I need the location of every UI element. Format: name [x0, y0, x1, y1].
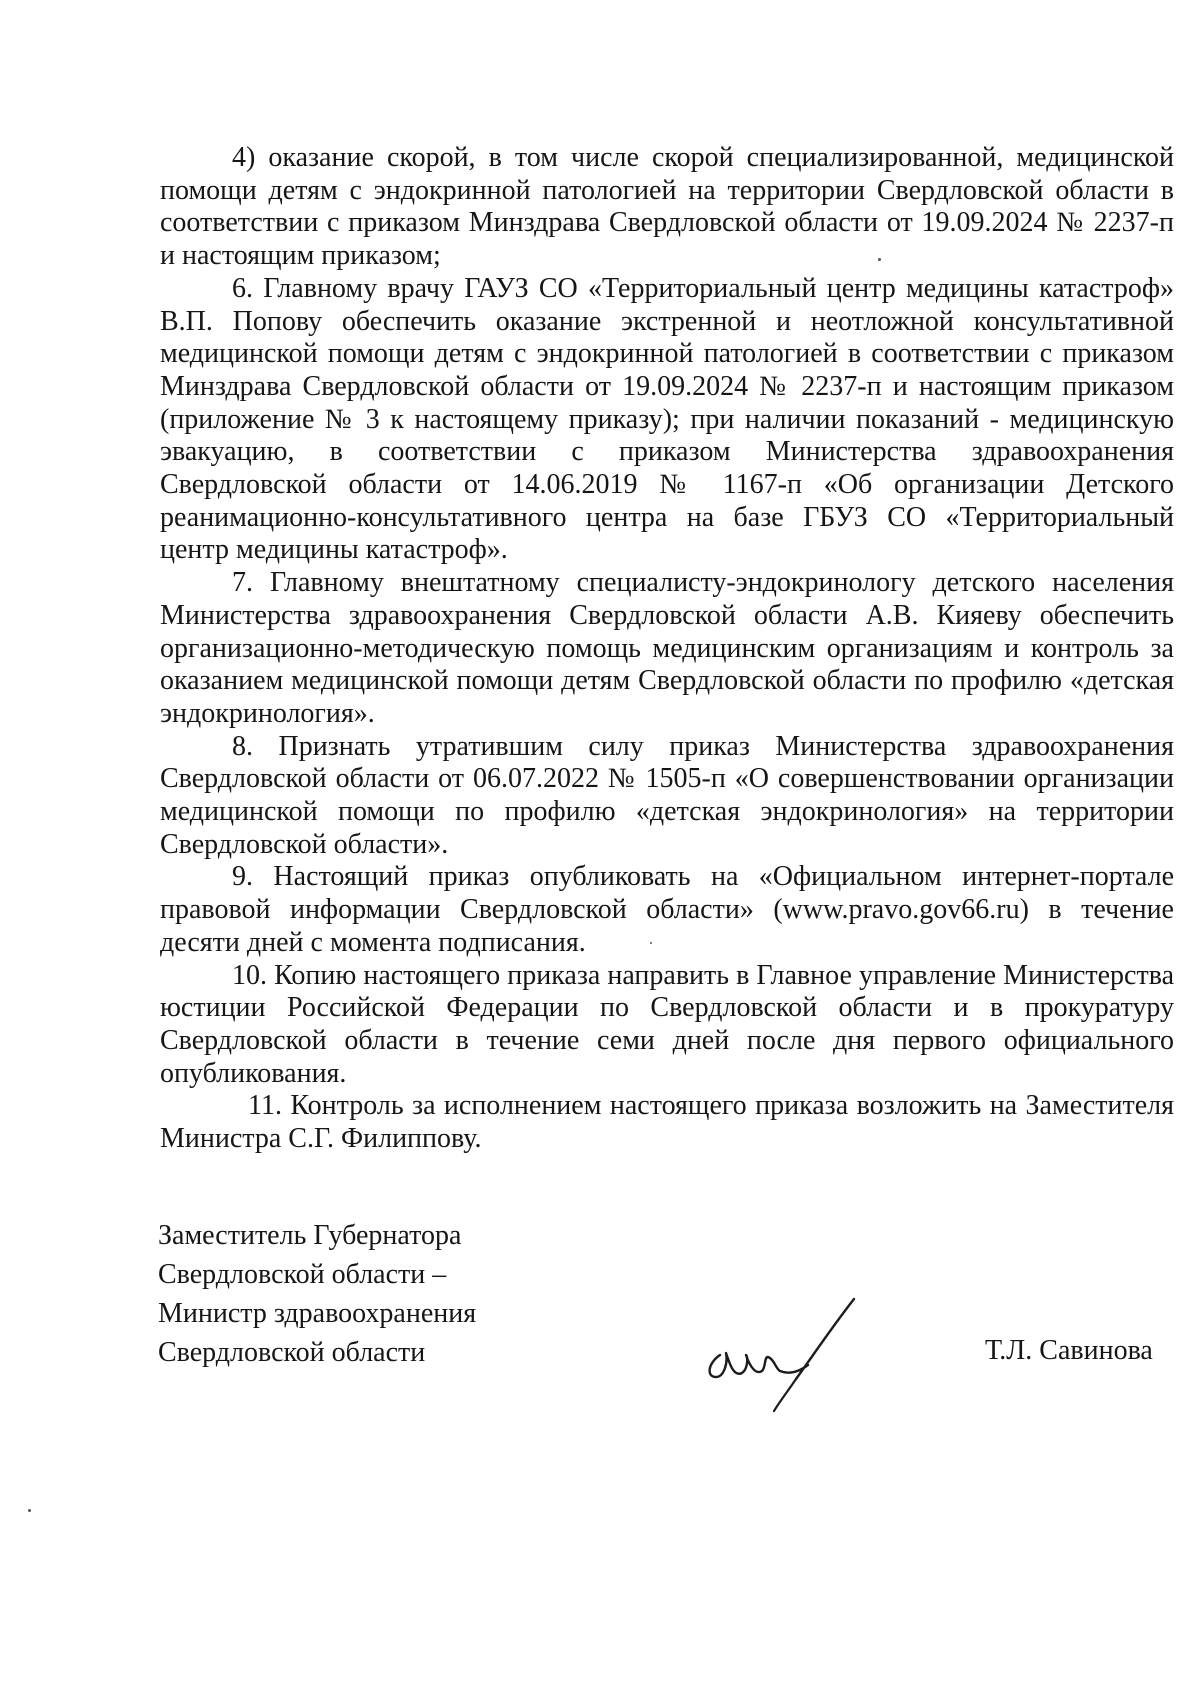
scan-speck	[28, 1509, 31, 1512]
paragraph-item-4: 4) оказание скорой, в том числе скорой специализированной, медицинской помощи детям с эндокринной патологией на территории Свердловской области в соответствии с приказом Минздрава Свердловской области от 19.09.2024 № 2237-п и настоящим приказом;	[160, 142, 1174, 272]
position-line: Свердловской области	[158, 1337, 426, 1368]
paragraph-item-8: 8. Признать утратившим силу приказ Министерства здравоохранения Свердловской области от 06.07.2022 № 1505-п «О совершенствовании организации медицинской помощи по профилю «детская эндокринология» на территории Свердловской области».	[160, 730, 1174, 860]
paragraph-item-10: 10. Копию настоящего приказа направить в Главное управление Министерства юстиции Российской Федерации по Свердловской области и в прокуратуру Свердловской области в течение семи дней после дня первого официального опубликования.	[160, 959, 1174, 1089]
paragraph-item-9: 9. Настоящий приказ опубликовать на «Официальном интернет-портале правовой информации Свердловской области» (www.pravo.gov66.ru) в течение десяти дней с момента подписания.	[160, 861, 1174, 958]
paragraph-item-11: 11. Контроль за исполнением настоящего приказа возложить на Заместителя Министра С.Г. Филиппову.	[160, 1090, 1174, 1155]
handwritten-signature	[700, 1285, 860, 1415]
order-body	[160, 142, 1174, 1156]
signatory-position	[158, 1216, 598, 1372]
position-line: Министр здравоохранения	[158, 1298, 477, 1329]
paragraph-item-6: 6. Главному врачу ГАУЗ СО «Территориальный центр медицины катастроф» В.П. Попову обеспечить оказание экстренной и неотложной консультативной медицинской помощи детям с эндокринной патологией в соответствии с приказом Минздрава Свердловской области от 19.09.2024 № 2237-п и настоящим приказом (приложение № 3 к настоящему приказу); при наличии показаний - медицинскую эвакуацию, в соответствии с приказом Министерства здравоохранения Свердловской области от 14.06.2019 № 1167-п «Об организации Детского реанимационно-консультативного центра на базе ГБУЗ СО «Территориальный центр медицины катастроф».	[160, 272, 1174, 566]
scan-speck	[878, 258, 881, 261]
scan-speck	[650, 942, 652, 944]
signer-name: Т.Л. Савинова	[985, 1335, 1153, 1366]
paragraph-item-7: 7. Главному внештатному специалисту-эндокринологу детского населения Министерства здравоохранения Свердловской области А.В. Кияеву обеспечить организационно-методическую помощь медицинским организациям и контроль за оказанием медицинской помощи детям Свердловской области по профилю «детская эндокринология».	[160, 567, 1174, 729]
position-line: Заместитель Губернатора	[158, 1220, 462, 1251]
position-line: Свердловской области –	[158, 1259, 447, 1290]
